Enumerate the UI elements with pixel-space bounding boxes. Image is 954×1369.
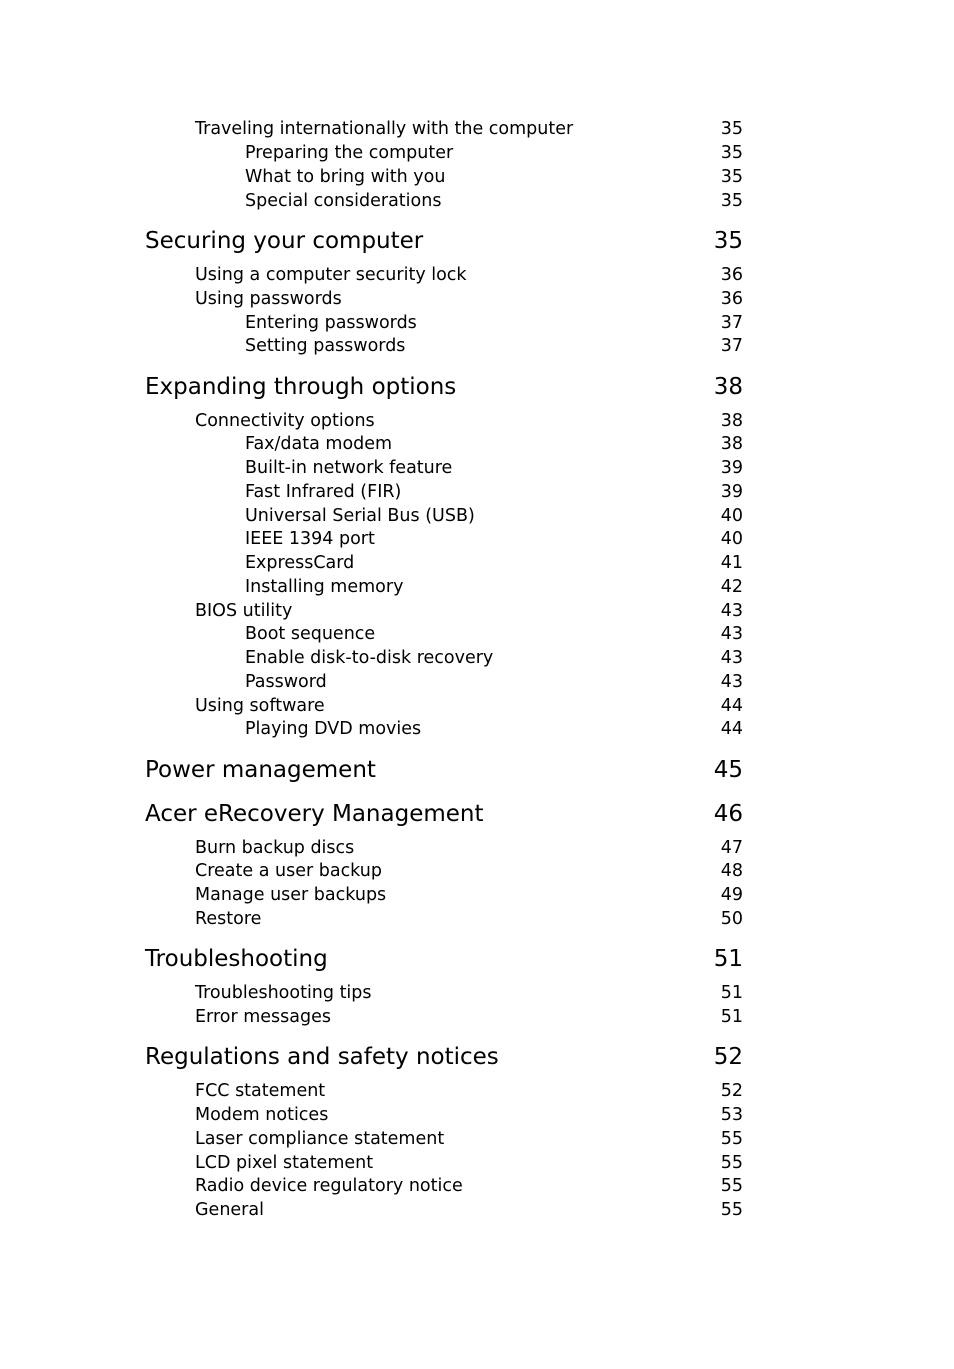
toc-entry-page: 48 bbox=[720, 861, 743, 881]
toc-entry-page: 39 bbox=[720, 458, 743, 478]
toc-entry-title: ExpressCard bbox=[245, 553, 355, 573]
toc-entry-page: 52 bbox=[720, 1081, 743, 1101]
toc-entry-page: 49 bbox=[720, 885, 743, 905]
toc-entry-title: Troubleshooting tips bbox=[195, 983, 372, 1003]
toc-entry-title: Restore bbox=[195, 909, 262, 929]
toc-entry-page: 39 bbox=[720, 482, 743, 502]
toc-entry-title: Playing DVD movies bbox=[245, 719, 422, 739]
toc-entry-page: 55 bbox=[720, 1153, 743, 1173]
toc-entry-page: 55 bbox=[720, 1200, 743, 1220]
toc-entry-page: 40 bbox=[720, 529, 743, 549]
toc-entry-title: Password bbox=[245, 672, 327, 692]
toc-entry-title: Enable disk-to-disk recovery bbox=[245, 648, 494, 668]
toc-entry-page: 40 bbox=[720, 506, 743, 526]
toc-entry-title: Special considerations bbox=[245, 191, 442, 211]
toc-entry-page: 50 bbox=[720, 909, 743, 929]
toc-entry-page: 53 bbox=[720, 1105, 743, 1125]
toc-entry-title: Boot sequence bbox=[245, 624, 376, 644]
toc-entry-title: FCC statement bbox=[195, 1081, 326, 1101]
toc-entry-page: 47 bbox=[720, 838, 743, 858]
toc-entry-page: 42 bbox=[720, 577, 743, 597]
toc-entry-title: Radio device regulatory notice bbox=[195, 1176, 463, 1196]
toc-entry-title: Using a computer security lock bbox=[195, 265, 467, 285]
toc-entry-title: Connectivity options bbox=[195, 411, 375, 431]
toc-entry-title: LCD pixel statement bbox=[195, 1153, 374, 1173]
toc-chapter-page: 35 bbox=[713, 228, 743, 254]
toc-entry-title: Fast Infrared (FIR) bbox=[245, 482, 402, 502]
toc-entry-page: 44 bbox=[720, 696, 743, 716]
toc-entry-page: 55 bbox=[720, 1176, 743, 1196]
toc-entry-title: Manage user backups bbox=[195, 885, 387, 905]
toc-entry-page: 37 bbox=[720, 313, 743, 333]
toc-entry-page: 36 bbox=[720, 289, 743, 309]
toc-entry-title: Universal Serial Bus (USB) bbox=[245, 506, 475, 526]
toc-entry-title: Using passwords bbox=[195, 289, 342, 309]
toc-chapter-title: Acer eRecovery Management bbox=[145, 801, 484, 827]
toc-chapter-page: 45 bbox=[713, 757, 743, 783]
toc-entry-page: 43 bbox=[720, 624, 743, 644]
toc-entry-title: Built-in network feature bbox=[245, 458, 453, 478]
toc-entry-title: Setting passwords bbox=[245, 336, 406, 356]
toc-chapter-title: Troubleshooting bbox=[145, 946, 328, 972]
toc-entry-page: 35 bbox=[720, 119, 743, 139]
toc-entry-page: 35 bbox=[720, 167, 743, 187]
toc-entry-page: 36 bbox=[720, 265, 743, 285]
toc-chapter-page: 51 bbox=[713, 946, 743, 972]
toc-entry-page: 38 bbox=[720, 434, 743, 454]
toc-entry-title: Burn backup discs bbox=[195, 838, 355, 858]
toc-entry-page: 51 bbox=[720, 1007, 743, 1027]
toc-chapter-title: Expanding through options bbox=[145, 374, 457, 400]
toc-entry-title: Entering passwords bbox=[245, 313, 417, 333]
toc-entry-title: Using software bbox=[195, 696, 325, 716]
toc-chapter-page: 38 bbox=[713, 374, 743, 400]
toc-entry-title: Traveling internationally with the computer bbox=[195, 119, 574, 139]
toc-entry-title: Preparing the computer bbox=[245, 143, 454, 163]
toc-entry-page: 51 bbox=[720, 983, 743, 1003]
toc-entry-title: Error messages bbox=[195, 1007, 331, 1027]
toc-entry-title: Fax/data modem bbox=[245, 434, 393, 454]
toc-entry-page: 43 bbox=[720, 672, 743, 692]
toc-entry-page: 35 bbox=[720, 143, 743, 163]
toc-chapter-title: Securing your computer bbox=[145, 228, 424, 254]
toc-chapter-title: Regulations and safety notices bbox=[145, 1044, 499, 1070]
toc-entry-title: Laser compliance statement bbox=[195, 1129, 445, 1149]
toc-entry-page: 43 bbox=[720, 648, 743, 668]
toc-entry-title: General bbox=[195, 1200, 264, 1220]
toc-chapter-page: 46 bbox=[713, 801, 743, 827]
toc-entry-title: Create a user backup bbox=[195, 861, 382, 881]
toc-entry-title: Modem notices bbox=[195, 1105, 329, 1125]
toc-entry-page: 35 bbox=[720, 191, 743, 211]
toc-entry-title: What to bring with you bbox=[245, 167, 446, 187]
toc-entry-title: Installing memory bbox=[245, 577, 404, 597]
toc-chapter-page: 52 bbox=[713, 1044, 743, 1070]
toc-entry-page: 41 bbox=[720, 553, 743, 573]
toc-entry-title: IEEE 1394 port bbox=[245, 529, 375, 549]
toc-chapter-title: Power management bbox=[145, 757, 376, 783]
toc-entry-page: 44 bbox=[720, 719, 743, 739]
toc-entry-page: 43 bbox=[720, 601, 743, 621]
toc-entry-title: BIOS utility bbox=[195, 601, 293, 621]
toc-entry-page: 38 bbox=[720, 411, 743, 431]
toc-entry-page: 55 bbox=[720, 1129, 743, 1149]
toc-entry-page: 37 bbox=[720, 336, 743, 356]
